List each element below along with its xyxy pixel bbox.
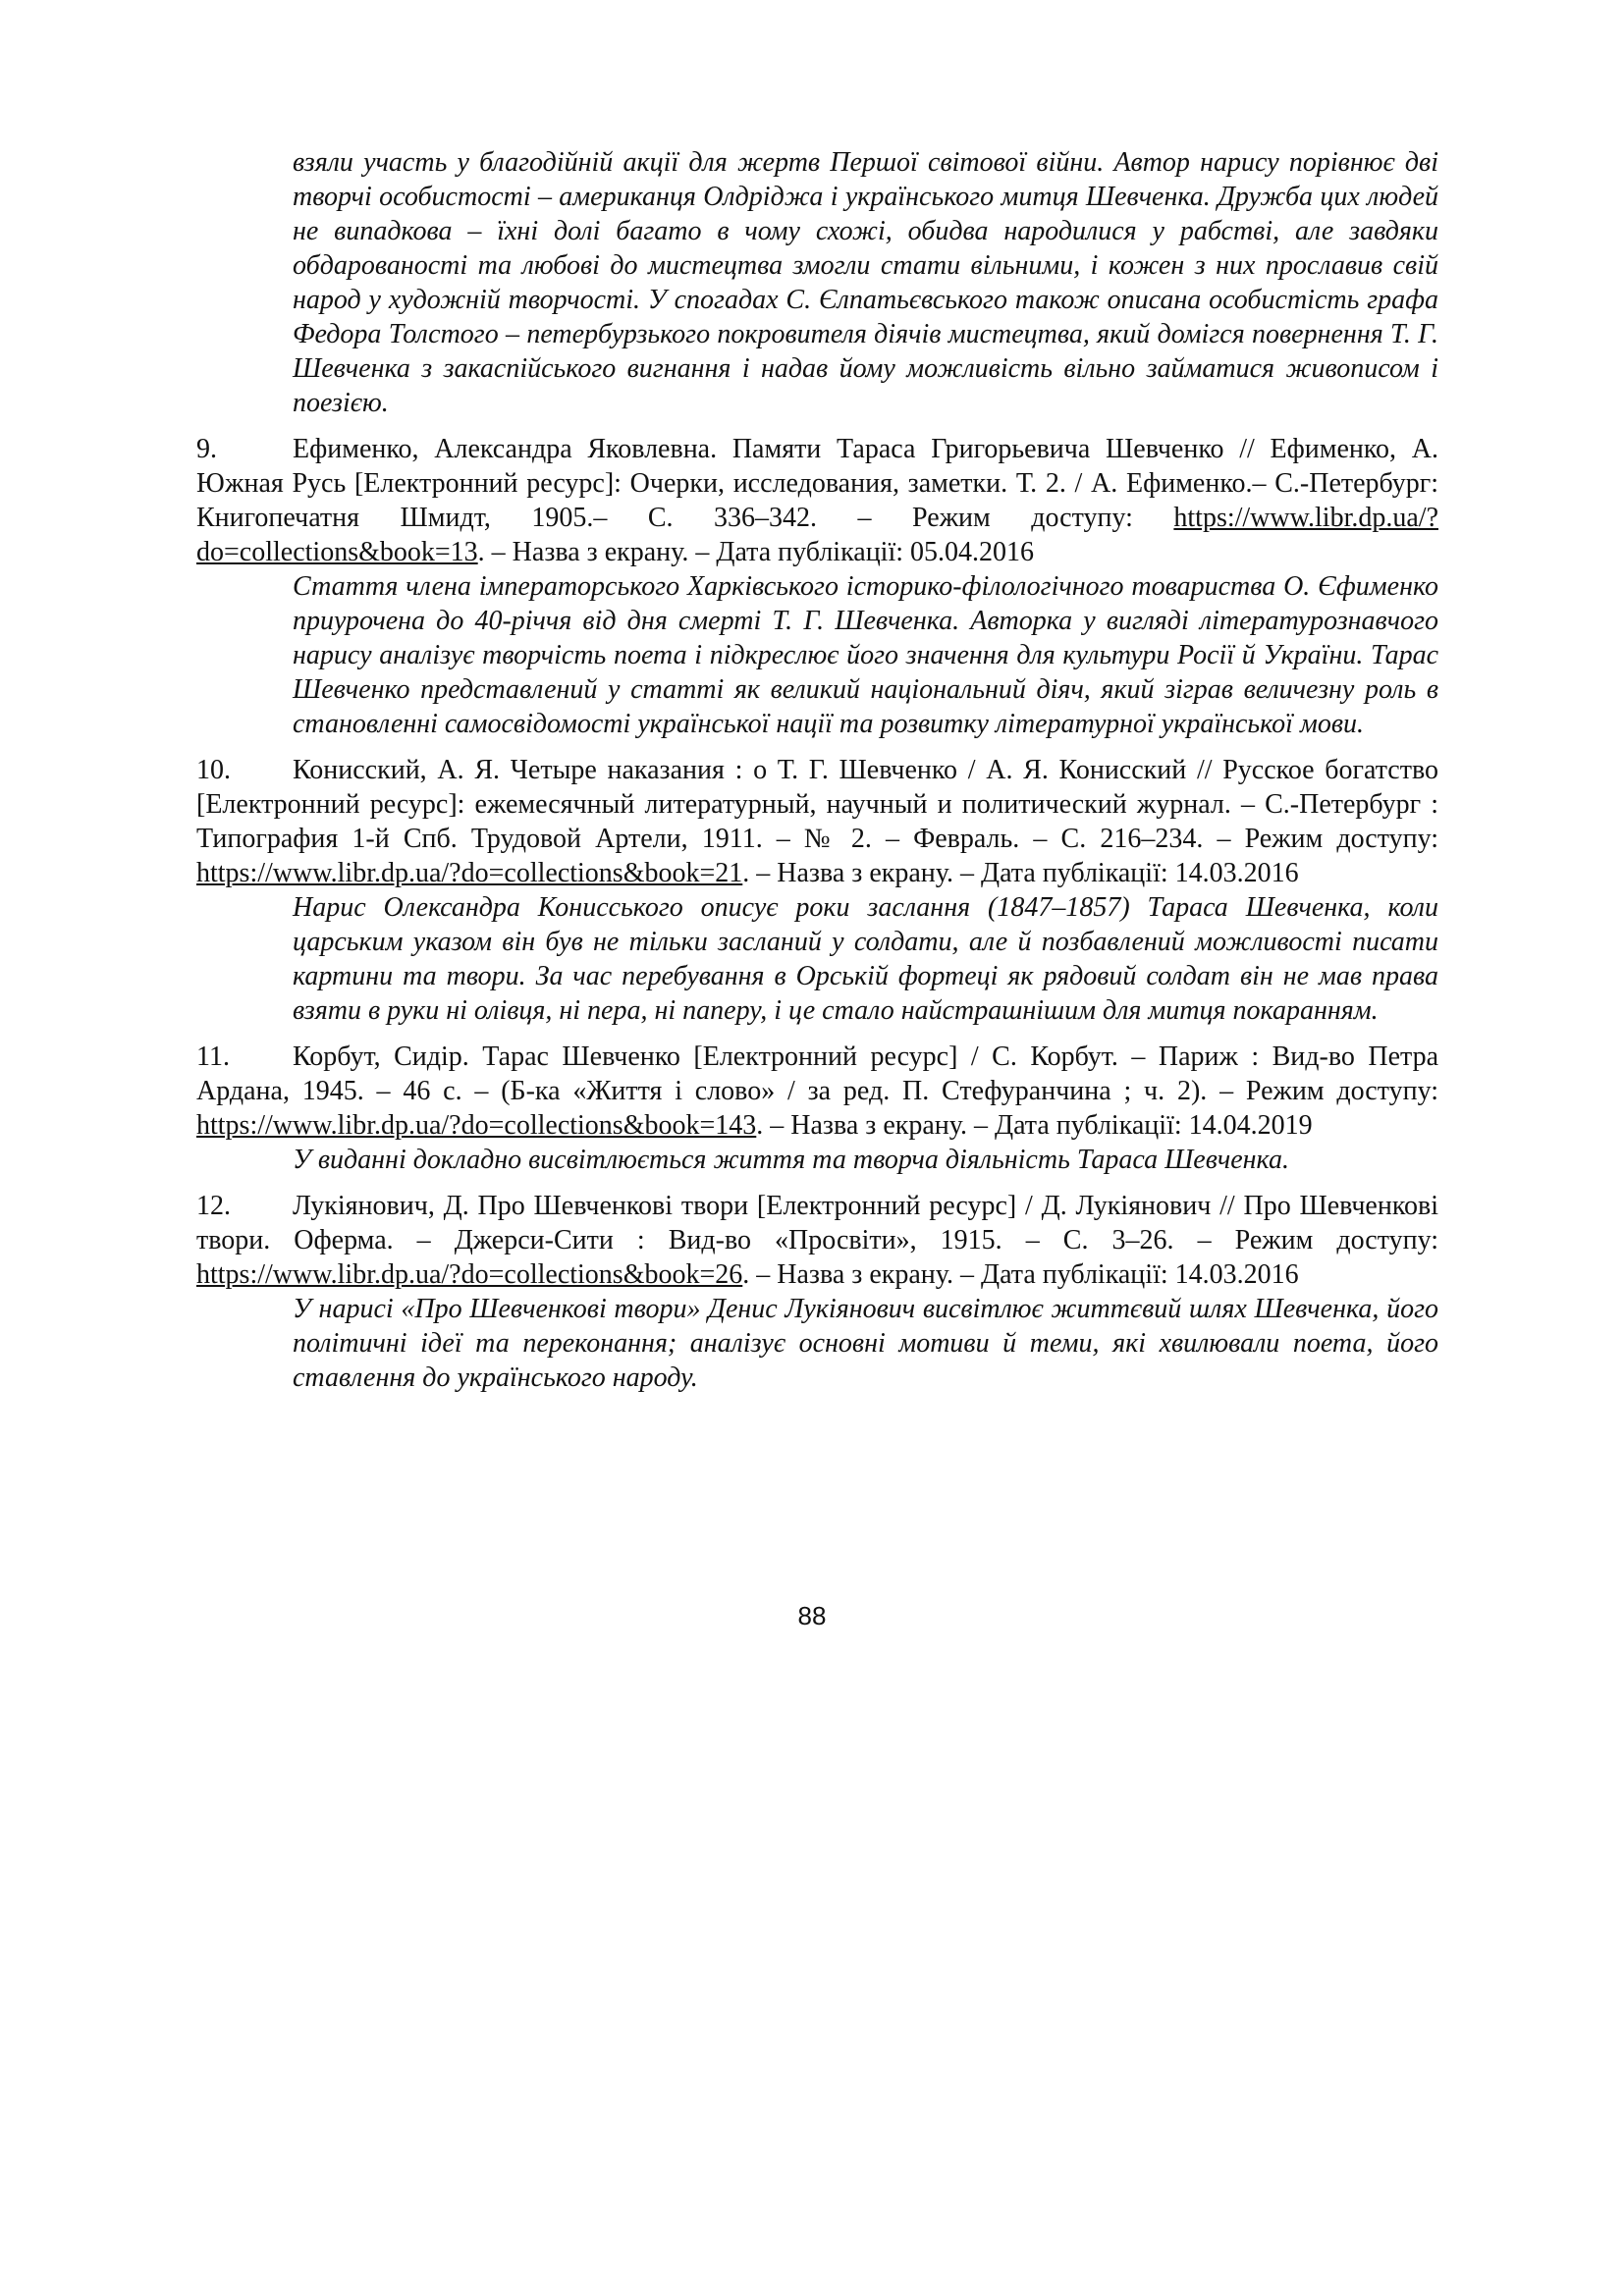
entry-link[interactable]: https://www.libr.dp.ua/?do=collections&book=26	[196, 1259, 743, 1290]
entry-link[interactable]: https://www.libr.dp.ua/?do=collections&book=13	[196, 503, 1438, 567]
bibliography-entry-9	[196, 432, 1438, 569]
bibliography-entry-10	[196, 753, 1438, 890]
bibliography-entry-11	[196, 1040, 1438, 1143]
entry-citation: Корбут, Сидір. Тарас Шевченко [Електронний ресурс] / С. Корбут. – Париж : Вид-во Петра Ардана, 1945. – 46 с. – (Б-ка «Життя і слово» / за ред. П. Стефуранчина ; ч. 2). – Режим доступу:	[196, 1041, 1438, 1106]
entry-citation-tail: . – Назва з екрану. – Дата публікації: 14.03.2016	[742, 858, 1299, 888]
entry-citation: Ефименко, Александра Яковлевна. Памяти Тараса Григорьевича Шевченко // Ефименко, А. Южная Русь [Електронний ресурс]: Очерки, исследования, заметки. Т. 2. / А. Ефименко.– С.-Петербург: Книгопечатня Шмидт, 1905.– С. 336–342. – Режим доступу:	[196, 434, 1438, 533]
entry-citation: Конисский, А. Я. Четыре наказания : о Т. Г. Шевченко / А. Я. Конисский // Русское богатство [Електронний ресурс]: ежемесячный литературный, научный и политический журнал. – С.-Петербург : Типография 1-й Спб. Трудовой Артели, 1911. – № 2. – Февраль. – С. 216–234. – Режим доступу:	[196, 755, 1438, 854]
page-number: 88	[797, 1601, 827, 1630]
entry-number: 9.	[196, 434, 217, 464]
entry-citation-tail: . – Назва з екрану. – Дата публікації: 05.04.2016	[477, 537, 1035, 567]
entry-citation-tail: . – Назва з екрану. – Дата публікації: 14.04.2019	[756, 1110, 1313, 1141]
entry-link[interactable]: https://www.libr.dp.ua/?do=collections&book=143	[196, 1110, 757, 1141]
entry-link[interactable]: https://www.libr.dp.ua/?do=collections&book=21	[196, 858, 743, 888]
entry-number: 12.	[196, 1191, 231, 1221]
entry-citation-tail: . – Назва з екрану. – Дата публікації: 14.03.2016	[742, 1259, 1299, 1290]
entry-annotation: Нарис Олександра Конисського описує роки заслання (1847–1857) Тараса Шевченка, коли царським указом він був не тільки засланий у солдати, але й позбавлений можливості писати картини та твори. За час перебування в Орській фортеці як рядовий солдат він не мав права взяти в руки ні олівця, ні пера, ні паперу, і це стало найстрашнішим для митця покаранням.	[293, 892, 1438, 1026]
entry-annotation: Стаття члена імператорського Харківського історико-філологічного товариства О. Єфименко приурочена до 40-річчя від дня смерті Т. Г. Шевченка. Авторка у вигляді літературознавчого нарису аналізує творчість поета і підкреслює його значення для культури Росії й України. Тарас Шевченко представлений у статті як великий національний діяч, який зіграв величезну роль в становленні самосвідомості української нації та розвитку літературної української мови.	[293, 571, 1438, 739]
entry-annotation: У нарисі «Про Шевченкові твори» Денис Лукіянович висвітлює життєвий шлях Шевченка, його політичні ідеї та переконання; аналізує основні мотиви й теми, які хвилювали поета, його ставлення до українського народу.	[293, 1294, 1438, 1393]
entry-annotation: У виданні докладно висвітлюється життя та творча діяльність Тараса Шевченка.	[293, 1145, 1289, 1175]
continued-annotation: взяли участь у благодійній акції для жертв Першої світової війни. Автор нарису порівнює дві творчі особистості – американця Олдріджа і українського митця Шевченка. Дружба цих людей не випадкова – їхні долі багато в чому схожі, обидва народилися у рабстві, але завдяки обдарованості та любові до мистецтва змогли стати вільними, і кожен з них прославив свій народ у художній творчості. У спогадах С. Єлпатьєвського також описана особистість графа Федора Толстого – петербурзького покровителя діячів мистецтва, який домігся повернення Т. Г. Шевченка з закаспійського вигнання і надав йому можливість вільно займатися живописом і поезією.	[293, 147, 1438, 418]
bibliography-entry-12	[196, 1189, 1438, 1292]
entry-number: 11.	[196, 1041, 230, 1072]
document-page	[196, 145, 1438, 1395]
entry-number: 10.	[196, 755, 231, 785]
entry-citation: Лукіянович, Д. Про Шевченкові твори [Електронний ресурс] / Д. Лукіянович // Про Шевченкові твори. Оферма. – Джерси-Сити : Вид-во «Просвіти», 1915. – С. 3–26. – Режим доступу:	[196, 1191, 1438, 1255]
